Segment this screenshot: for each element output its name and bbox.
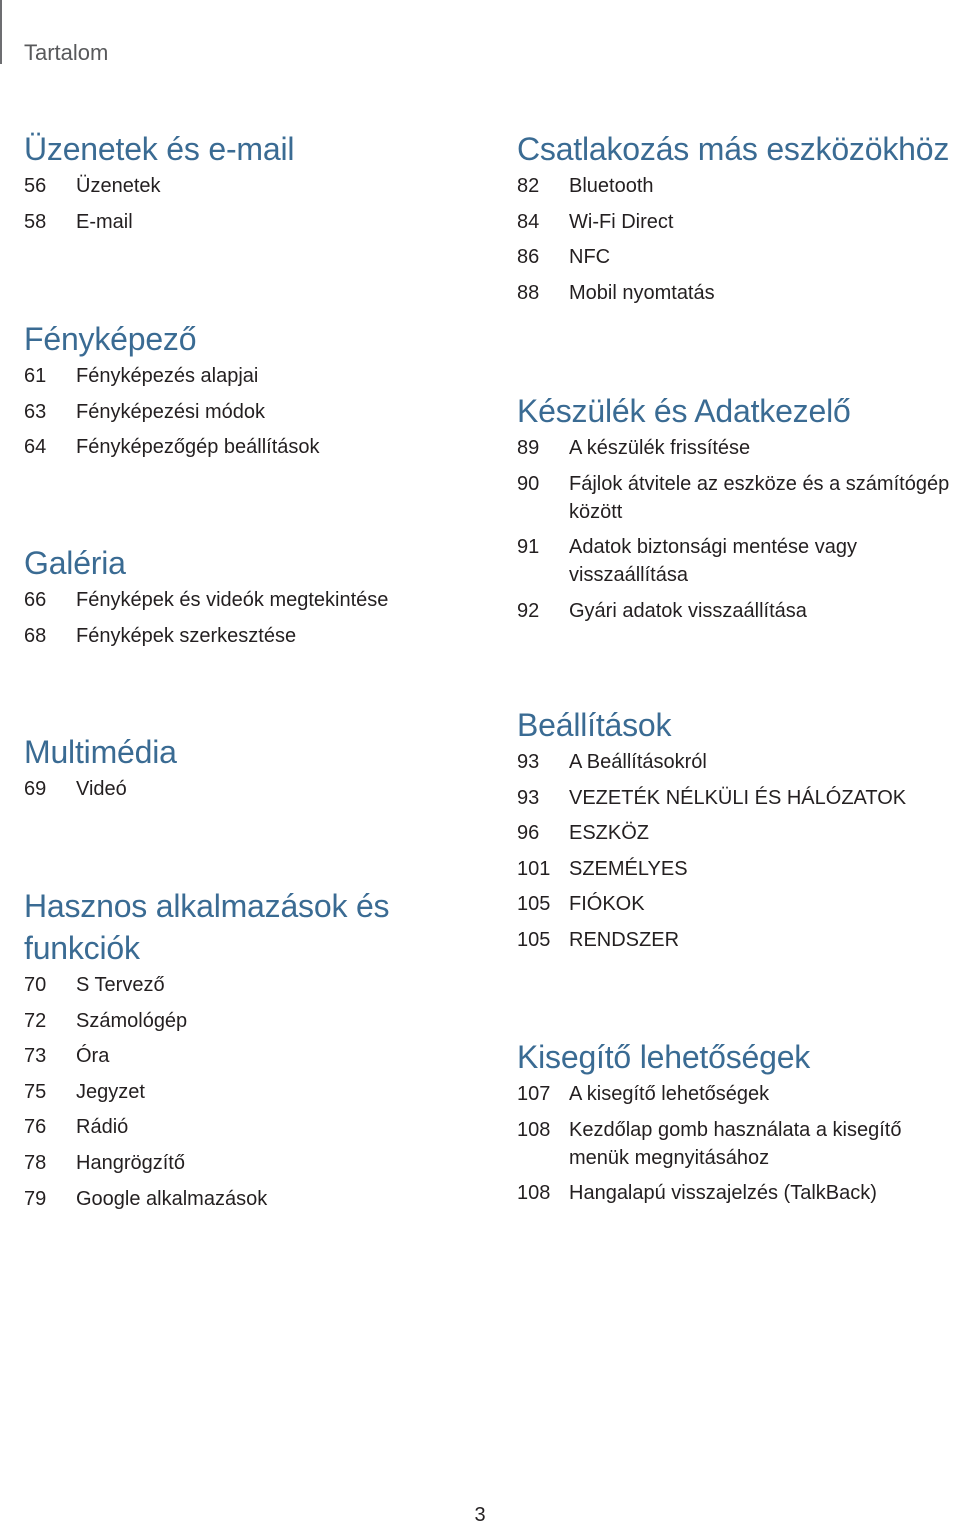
toc-entry-title: Google alkalmazások <box>76 1187 268 1210</box>
toc-entry-title: A kisegítő lehetőségek <box>569 1083 770 1105</box>
toc-entry[interactable] <box>24 1113 474 1141</box>
toc-entry-title: Hangrögzítő <box>76 1151 185 1174</box>
toc-entry-page: 72 <box>24 1009 47 1032</box>
toc-entry[interactable] <box>24 1149 474 1177</box>
toc-entry-title: Mobil nyomtatás <box>569 281 715 304</box>
toc-entry[interactable] <box>24 1042 474 1070</box>
toc-entry[interactable] <box>517 784 957 812</box>
toc-section-keszulek-es-adatkezelo <box>517 390 957 632</box>
toc-entry-list <box>24 775 474 803</box>
toc-entry-title: Fényképek és videók megtekintése <box>76 589 389 611</box>
toc-entry-page: 64 <box>24 436 47 459</box>
toc-entry-title: E-mail <box>76 210 133 233</box>
toc-entry-title: Wi-Fi Direct <box>569 210 674 233</box>
toc-entry-page: 108 <box>517 1118 551 1141</box>
toc-entry[interactable] <box>517 533 957 589</box>
toc-entry-page: 82 <box>517 175 540 197</box>
page-header-label: Tartalom <box>24 40 109 65</box>
toc-entry-list <box>517 1080 957 1207</box>
toc-entry-page: 58 <box>24 210 47 233</box>
toc-entry[interactable] <box>517 208 957 236</box>
toc-entry-page: 105 <box>517 928 551 951</box>
toc-entry[interactable] <box>517 279 957 307</box>
toc-entry-page: 101 <box>517 857 551 880</box>
toc-entry[interactable] <box>24 172 474 200</box>
toc-entry[interactable] <box>24 1078 474 1106</box>
toc-entry-page: 90 <box>517 472 540 495</box>
toc-entry-page: 107 <box>517 1083 551 1105</box>
toc-entry-title: FIÓKOK <box>569 893 645 916</box>
toc-entry-page: 61 <box>24 365 47 387</box>
toc-section-csatlakozas-mas-eszkozokhoz <box>517 128 957 314</box>
toc-entry-list <box>517 172 957 307</box>
toc-entry[interactable] <box>517 243 957 271</box>
toc-entry[interactable] <box>517 172 957 200</box>
toc-entry[interactable] <box>24 971 474 999</box>
toc-entry-title: Gyári adatok visszaállítása <box>569 599 807 622</box>
toc-entry-title: A készülék frissítése <box>569 437 751 459</box>
toc-entry-page: 86 <box>517 246 540 269</box>
toc-entry-list <box>517 434 957 625</box>
toc-section-beallitasok <box>517 704 957 962</box>
toc-entry[interactable] <box>517 855 957 883</box>
toc-section-kisegito-lehetosegek <box>517 1036 957 1215</box>
toc-entry-title: NFC <box>569 246 611 269</box>
toc-entry-page: 91 <box>517 536 540 559</box>
toc-entry[interactable] <box>517 1179 957 1207</box>
toc-entry-page: 79 <box>24 1187 47 1210</box>
toc-entry-page: 70 <box>24 974 47 996</box>
toc-entry[interactable] <box>24 433 474 461</box>
toc-entry-title: Fényképezőgép beállítások <box>76 436 320 459</box>
section-heading: Galéria <box>24 545 126 581</box>
toc-entry-title: Videó <box>76 778 127 800</box>
toc-entry[interactable] <box>517 434 957 462</box>
toc-section-hasznos-alkalmazasok-es-funkciok <box>24 885 474 1220</box>
toc-entry-page: 84 <box>517 210 540 233</box>
toc-entry-list <box>24 362 474 461</box>
section-heading: Csatlakozás más eszközökhöz <box>517 131 950 167</box>
toc-section-multimedia <box>24 731 474 811</box>
toc-entry-title: Fényképezés alapjai <box>76 365 259 387</box>
section-heading: Fényképező <box>24 321 197 357</box>
toc-entry[interactable] <box>24 362 474 390</box>
toc-entry[interactable] <box>24 1007 474 1035</box>
toc-entry-title: Számológép <box>76 1009 188 1032</box>
toc-entry-title: Rádió <box>76 1116 129 1139</box>
toc-entry[interactable] <box>24 775 474 803</box>
toc-entry-list <box>24 971 474 1213</box>
toc-entry-title: Fájlok átvitele az eszköze és a számítógép között <box>569 472 950 523</box>
toc-entry-page: 93 <box>517 751 540 773</box>
toc-section-galeria <box>24 542 474 657</box>
toc-entry-title: Jegyzet <box>76 1080 145 1103</box>
section-heading: Hasznos alkalmazások és funkciók <box>24 888 390 966</box>
toc-entry[interactable] <box>517 819 957 847</box>
section-heading: Készülék és Adatkezelő <box>517 393 851 429</box>
toc-entry-title: SZEMÉLYES <box>569 857 688 880</box>
toc-entry-page: 73 <box>24 1045 47 1068</box>
toc-entry[interactable] <box>24 622 474 650</box>
toc-entry[interactable] <box>517 890 957 918</box>
toc-entry[interactable] <box>517 1080 957 1108</box>
toc-entry-title: Fényképezési módok <box>76 400 265 423</box>
toc-entry-page: 69 <box>24 778 47 800</box>
toc-entry-title: ESZKÖZ <box>569 822 650 845</box>
toc-entry-title: A Beállításokról <box>569 751 707 773</box>
page-number: 3 <box>474 1504 486 1526</box>
toc-entry[interactable] <box>517 926 957 954</box>
toc-entry-page: 105 <box>517 893 551 916</box>
toc-entry[interactable] <box>24 586 474 614</box>
section-heading: Beállítások <box>517 707 672 743</box>
toc-entry-page: 89 <box>517 437 540 459</box>
toc-entry-page: 68 <box>24 624 47 647</box>
toc-entry-list <box>24 172 474 236</box>
toc-entry-title: Fényképek szerkesztése <box>76 624 297 647</box>
toc-entry-title: RENDSZER <box>569 928 680 951</box>
toc-entry[interactable] <box>24 208 474 236</box>
toc-entry[interactable] <box>517 597 957 625</box>
toc-entry-title: VEZETÉK NÉLKÜLI ÉS HÁLÓZATOK <box>569 786 907 809</box>
toc-entry-page: 78 <box>24 1151 47 1174</box>
toc-entry-page: 75 <box>24 1080 47 1103</box>
toc-entry[interactable] <box>517 470 957 526</box>
toc-entry-page: 56 <box>24 175 47 197</box>
section-heading: Üzenetek és e-mail <box>24 131 295 167</box>
corner-mark <box>0 0 2 64</box>
toc-entry-title: Adatok biztonsági mentése vagy visszaállítása <box>569 536 857 587</box>
toc-entry-title: S Tervező <box>76 974 165 996</box>
toc-entry-list <box>517 748 957 954</box>
toc-entry-title: Bluetooth <box>569 175 654 197</box>
toc-entry-page: 92 <box>517 599 540 622</box>
section-heading: Multimédia <box>24 734 177 770</box>
toc-entry-page: 96 <box>517 822 540 845</box>
toc-entry-title: Üzenetek <box>76 175 161 197</box>
toc-entry[interactable] <box>24 1185 474 1213</box>
toc-entry-title: Kezdőlap gomb használata a kisegítő menük megnyitásához <box>569 1118 902 1169</box>
toc-entry[interactable] <box>517 748 957 776</box>
toc-section-fenykepezo <box>24 318 474 469</box>
toc-entry[interactable] <box>517 1116 957 1172</box>
toc-entry-page: 76 <box>24 1116 47 1139</box>
toc-entry[interactable] <box>24 398 474 426</box>
toc-entry-page: 63 <box>24 400 47 423</box>
toc-entry-page: 93 <box>517 786 540 809</box>
section-heading: Kisegítő lehetőségek <box>517 1039 811 1075</box>
toc-section-uzenetek-es-e-mail <box>24 128 474 243</box>
toc-entry-page: 108 <box>517 1182 551 1205</box>
toc-entry-list <box>24 586 474 650</box>
toc-entry-title: Hangalapú visszajelzés (TalkBack) <box>569 1182 877 1205</box>
toc-entry-page: 88 <box>517 281 540 304</box>
toc-entry-page: 66 <box>24 589 47 611</box>
toc-entry-title: Óra <box>76 1045 110 1068</box>
